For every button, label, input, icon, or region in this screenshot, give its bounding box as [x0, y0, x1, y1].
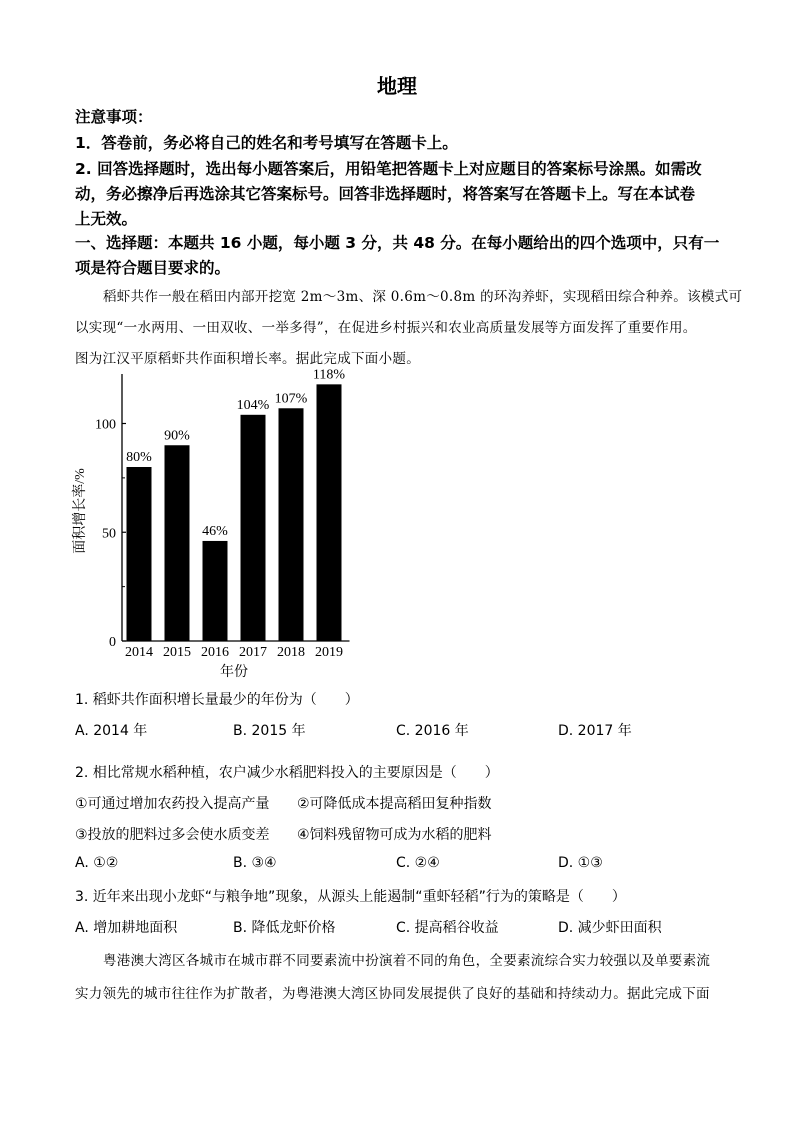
q2-option-d: D. ①③: [558, 855, 603, 871]
q1-stem: 1. 稻虾共作面积增长量最少的年份为（ ）: [75, 692, 359, 708]
q3-option-d: D. 减少虾田面积: [558, 920, 662, 936]
q2-option-c: C. ②④: [396, 855, 440, 871]
bar-2015: [165, 445, 190, 641]
notice-item-1: 1．答卷前，务必将自己的姓名和考号填写在答题卡上。: [75, 134, 458, 152]
q2-statement-2: ②可降低成本提高稻田复种指数: [297, 796, 492, 812]
x-tick-label-2017: 2017: [239, 645, 267, 660]
q2-option-a: A. ①②: [75, 855, 119, 871]
data-label-2015: 90%: [164, 428, 190, 444]
q1-option-c: C. 2016 年: [396, 723, 469, 739]
page-title: 地理: [377, 74, 417, 98]
q1-option-a: A. 2014 年: [75, 723, 148, 739]
passage2-line-1: 粤港澳大湾区各城市在城市群不同要素流中扮演着不同的角色，全要素流综合实力较强以及单要素流: [103, 953, 711, 969]
x-tick-label-2018: 2018: [277, 645, 305, 660]
y-tick-label-100: 100: [95, 417, 116, 433]
bar-2019: [317, 384, 342, 641]
q1-option-d: D. 2017 年: [558, 723, 632, 739]
x-tick-label-2016: 2016: [201, 645, 229, 660]
notice-item-2-line-2: 动，务必擦净后再选涂其它答案标号。回答非选择题时，将答案写在答题卡上。写在本试卷: [75, 185, 696, 203]
section-heading-line-1: 一、选择题：本题共 16 小题，每小题 3 分，共 48 分。在每小题给出的四个选项中，只有一: [75, 234, 720, 252]
x-tick-label-2014: 2014: [125, 645, 153, 660]
q3-option-c: C. 提高稻谷收益: [396, 920, 499, 936]
y-axis-title: 面积增长率/%: [73, 468, 88, 554]
notice-item-2-line-3: 上无效。: [75, 210, 138, 228]
q2-option-b: B. ③④: [233, 855, 277, 871]
bar-2016: [203, 541, 228, 641]
q2-statement-4: ④饲料残留物可成为水稻的肥料: [297, 827, 492, 843]
data-label-2017: 104%: [236, 397, 270, 413]
data-label-2016: 46%: [202, 523, 228, 539]
q1-option-b: B. 2015 年: [233, 723, 306, 739]
area-growth-bar-chart: [60, 360, 360, 685]
notice-item-2-line-1: 2. 回答选择题时，选出每小题答案后，用铅笔把答题卡上对应题目的答案标号涂黑。如需改: [75, 160, 702, 178]
bar-2017: [241, 415, 266, 641]
q2-statement-1: ①可通过增加农药投入提高产量: [75, 796, 270, 812]
passage1-line-1: 稻虾共作一般在稻田内部开挖宽 2m～3m、深 0.6m～0.8m 的环沟养虾，实现稻田综合种养。该模式可: [103, 289, 743, 305]
notice-heading: 注意事项：: [75, 108, 153, 126]
y-tick-label-0: 0: [109, 635, 116, 650]
q3-option-a: A. 增加耕地面积: [75, 920, 178, 936]
section-heading-line-2: 项是符合题目要求的。: [75, 259, 231, 277]
x-tick-label-2015: 2015: [163, 645, 191, 660]
x-axis-title: 年份: [220, 665, 248, 680]
x-tick-label-2019: 2019: [315, 645, 343, 660]
passage1-line-3: 图为江汉平原稻虾共作面积增长率。据此完成下面小题。: [75, 351, 420, 367]
q2-statement-3: ③投放的肥料过多会使水质变差: [75, 827, 270, 843]
passage2-line-2: 实力领先的城市往往作为扩散者，为粤港澳大湾区协同发展提供了良好的基础和持续动力。据此完成下面: [75, 986, 710, 1002]
bar-2014: [127, 467, 152, 641]
q3-stem: 3. 近年来出现小龙虾“与粮争地”现象，从源头上能遏制“重虾轻稻”行为的策略是（ ）: [75, 889, 626, 905]
data-label-2018: 107%: [274, 391, 308, 407]
data-label-2014: 80%: [126, 450, 152, 465]
y-tick-label-50: 50: [102, 526, 116, 542]
q2-stem: 2. 相比常规水稻种植，农户减少水稻肥料投入的主要原因是（ ）: [75, 765, 499, 781]
q3-option-b: B. 降低龙虾价格: [233, 920, 336, 936]
passage1-line-2: 以实现“一水两用、一田双收、一举多得”，在促进乡村振兴和农业高质量发展等方面发挥了重要作用。: [75, 320, 697, 336]
data-label-2019: 118%: [312, 367, 346, 383]
bar-2018: [279, 408, 304, 641]
